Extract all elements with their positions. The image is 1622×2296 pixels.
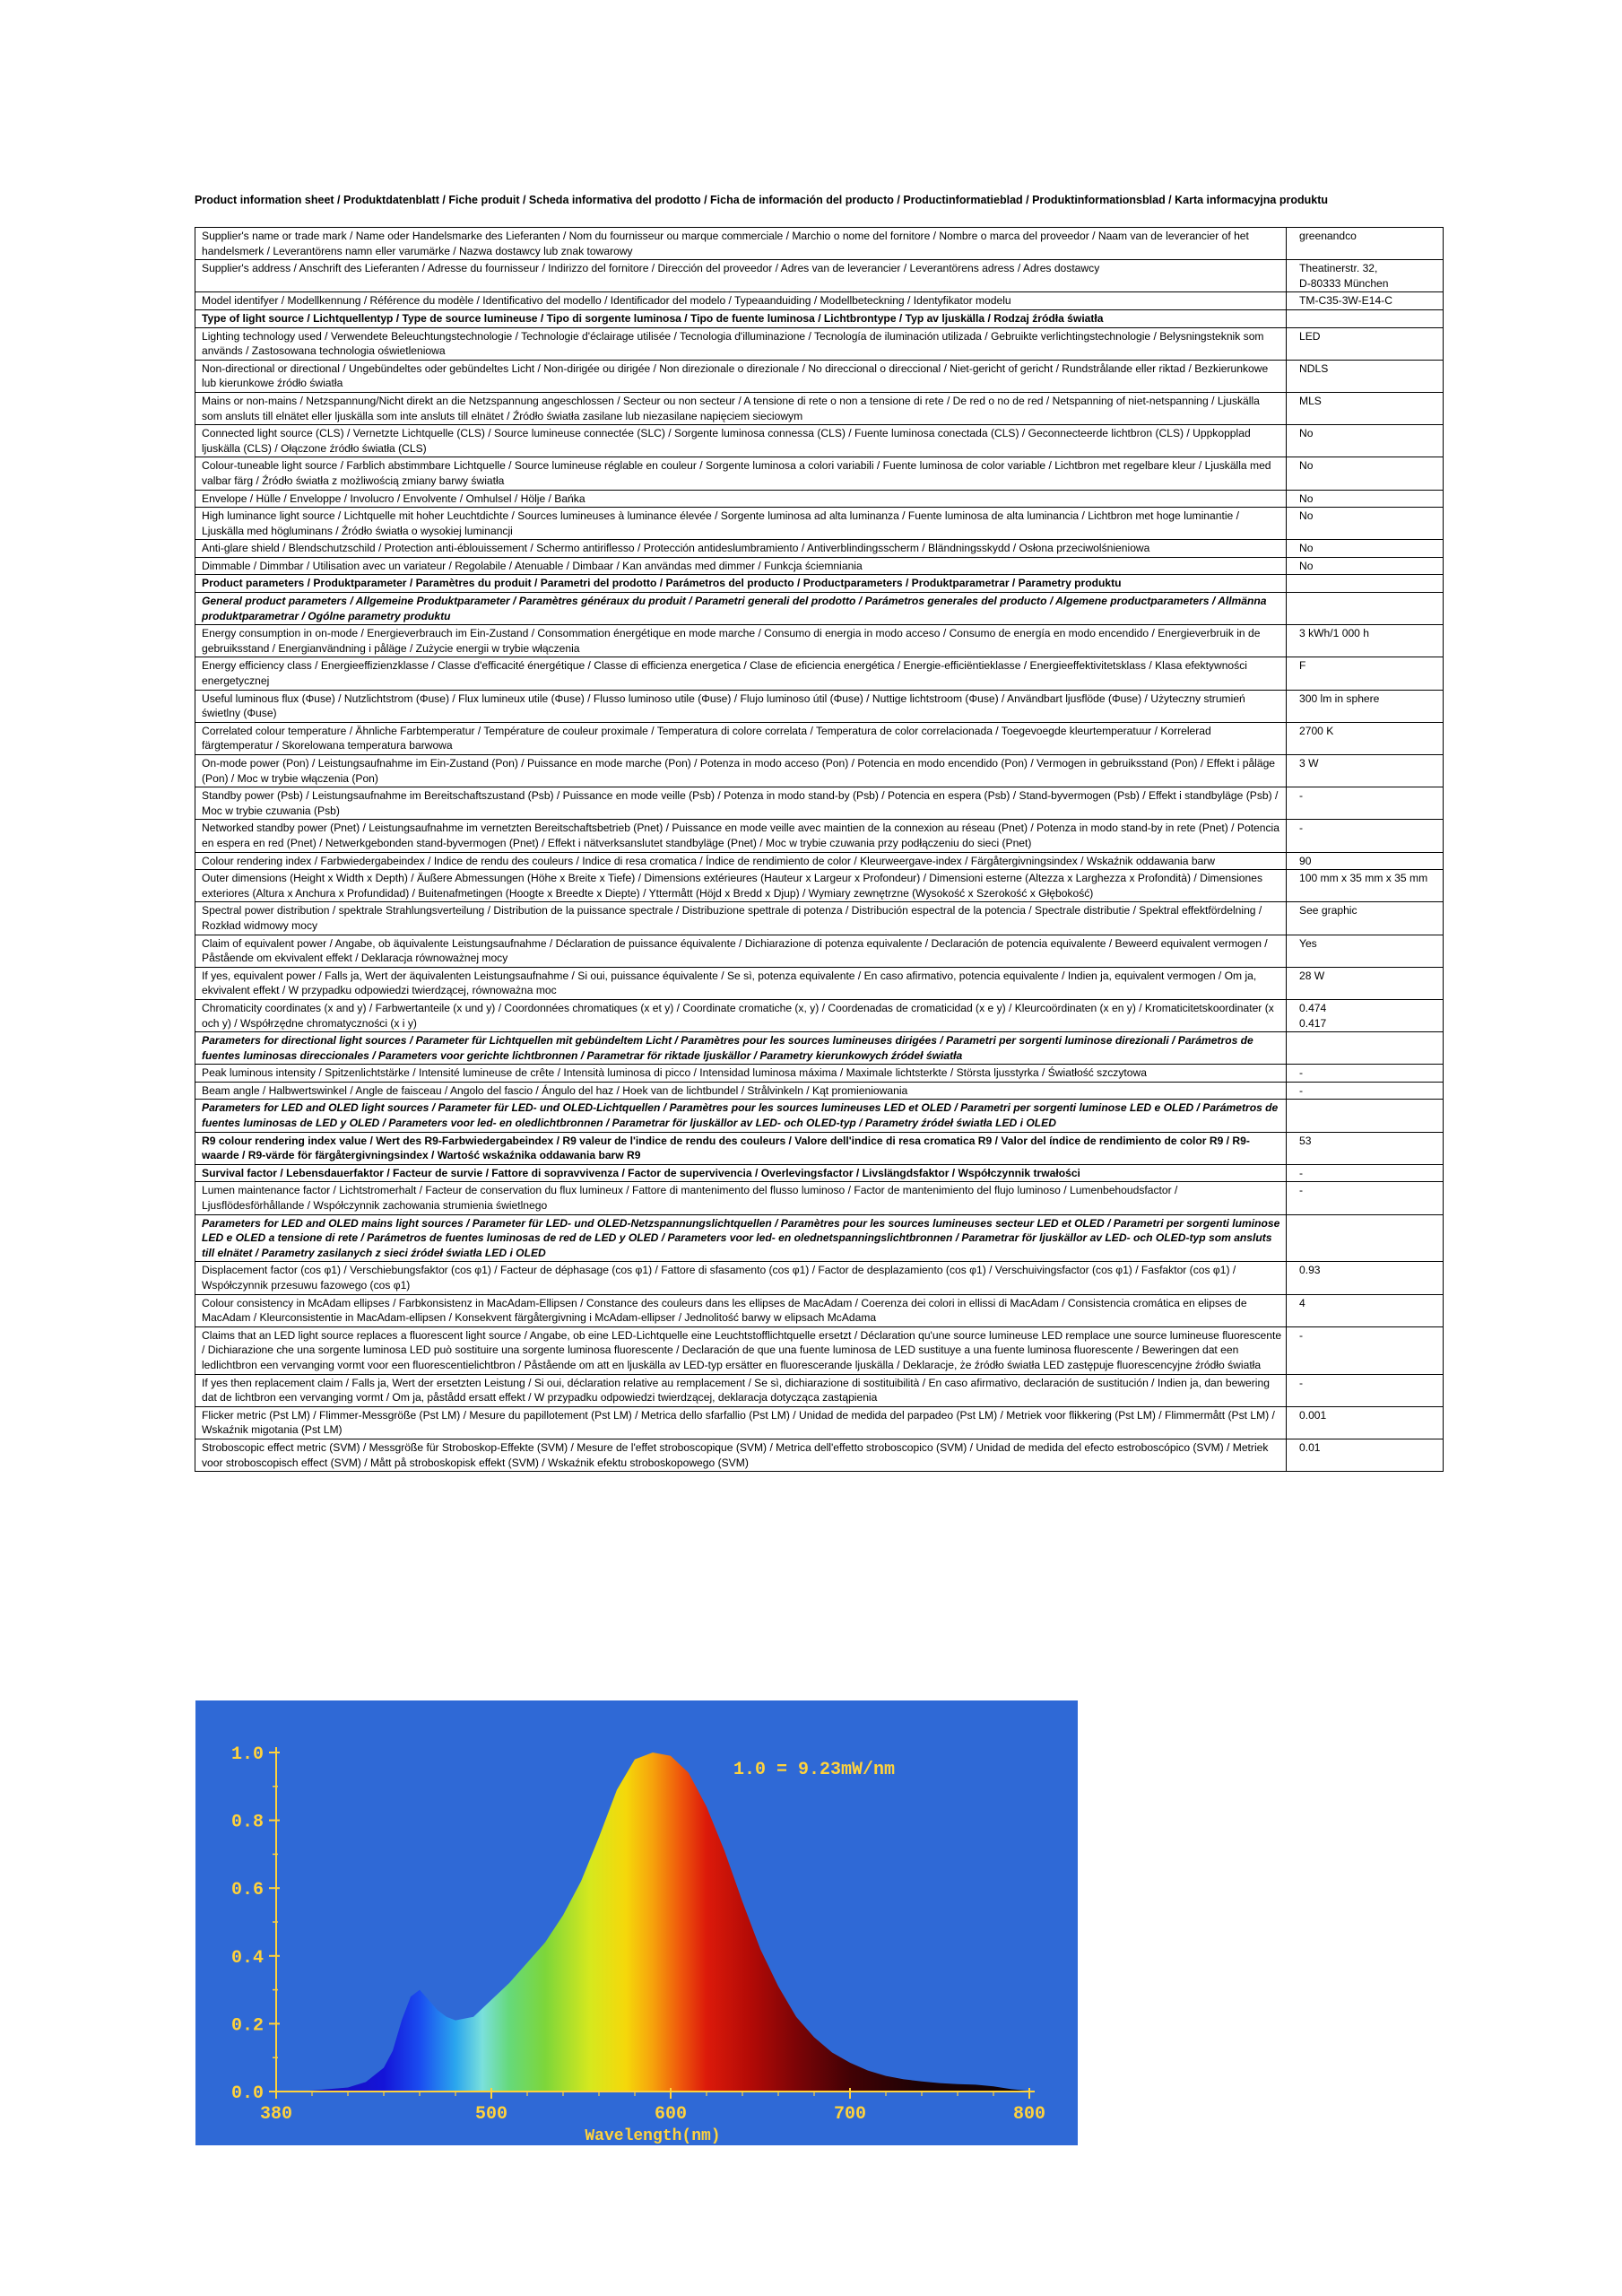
y-tick-label: 0.6	[230, 1880, 264, 1901]
row-label: Spectral power distribution / spektrale Strahlungsverteilung / Distribution de la puissance spectrale / Distribuzione spettrale di potenza / Distribución espectral de la potencia / Spectrale distributie / Spektral effektfördelning / Rozkład widmowy mocy	[195, 902, 1287, 935]
row-label: Non-directional or directional / Ungebündeltes oder gebündeltes Licht / Non-dirigée ou dirigée / Non direzionale o direzionale / No direccional o direccional / Niet-gericht of gericht / Rundstrålande eller riktad / Bezkierunkowe lub kierunkowe źródło światła	[195, 360, 1287, 392]
table-row	[195, 1214, 1444, 1262]
table-row	[195, 722, 1444, 754]
table-row	[195, 1082, 1444, 1100]
row-value-line: 0.417	[1299, 1016, 1327, 1030]
row-label: R9 colour rendering index value / Wert des R9-Farbwiedergabeindex / R9 valeur de l'indice de rendu des couleurs / Valore dell'indice di resa cromatica R9 / Valor del índice de rendimiento de color R9 / R9-waarde / R9-värde för färgåtergivningsindex / Wartość wskaźnika oddawania barw R9	[195, 1132, 1287, 1164]
table-row	[195, 1100, 1444, 1132]
row-label: Flicker metric (Pst LM) / Flimmer-Messgröße (Pst LM) / Mesure du papillotement (Pst LM) / Metrica dello sfarfallio (Pst LM) / Unidad de medida del parpadeo (Pst LM) / Metriek voor flikkering (Pst LM) / Flimmermått (Pst LM) / Wskaźnik migotania (Pst LM)	[195, 1406, 1287, 1439]
table-row	[195, 1406, 1444, 1439]
x-tick-label: 600	[654, 2104, 688, 2125]
table-row	[195, 935, 1444, 967]
row-value	[1287, 935, 1444, 967]
table-row	[195, 508, 1444, 540]
y-tick-label: 0.2	[230, 2015, 264, 2037]
spectral-distribution-chart	[195, 1700, 1078, 2145]
sheet-title: Product information sheet / Produktdatenblatt / Fiche produit / Scheda informativa del prodotto / Ficha de información del producto / Productinformatieblad / Produktinformationsblad / Karta informacyjna produktu	[195, 194, 1328, 206]
table-row	[195, 392, 1444, 424]
table-row	[195, 1262, 1444, 1294]
row-value-line: 2700 K	[1299, 724, 1334, 737]
row-value-line: 0.001	[1299, 1408, 1327, 1422]
row-value	[1287, 1132, 1444, 1164]
chart-title: 1.0 = 9.23mW/nm	[733, 1760, 896, 1780]
row-label: Displacement factor (cos φ1) / Verschiebungsfaktor (cos φ1) / Facteur de déphasage (cos φ1) / Fattore di sfasamento (cos φ1) / Factor de desplazamiento (cos φ1) / Verschuivingsfactor (cos φ1) / Fasfaktor (cos φ1) / Współczynnik przesuwu fazowego (cos φ1)	[195, 1262, 1287, 1294]
row-label: Energy consumption in on-mode / Energieverbrauch im Ein-Zustand / Consommation énergétique en mode marche / Consumo di energia in modo acceso / Consumo de energía en modo encendido / Energieverbruik in de gebruiksstand / Energianvändning i påläge / Zużycie energii w trybie włączenia	[195, 625, 1287, 657]
row-label: Supplier's address / Anschrift des Lieferanten / Adresse du fournisseur / Indirizzo del fornitore / Dirección del proveedor / Adres van de leverancier / Leverantörens adress / Adres dostawcy	[195, 260, 1287, 292]
table-row	[195, 228, 1444, 260]
table-row	[195, 575, 1444, 593]
row-value-line: No	[1299, 542, 1314, 555]
table-row	[195, 1065, 1444, 1083]
row-label: Colour rendering index / Farbwiedergabeindex / Indice de rendu des couleurs / Indice di resa cromatica / Índice de rendimiento de color / Kleurweergave-index / Färgåtergivningsindex / Wskaźnik oddawania barw	[195, 852, 1287, 870]
row-value-line: 53	[1299, 1134, 1312, 1147]
row-value	[1287, 755, 1444, 787]
row-label: Colour-tuneable light source / Farblich abstimmbare Lichtquelle / Source lumineuse réglable en couleur / Sorgente luminosa a colori variabili / Fuente luminosa de color variable / Lichtbron met regelbare kleur / Ljuskälla med valbar färg / Źródło światła z możliwością zmiany barwy światła	[195, 457, 1287, 490]
row-value-line: -	[1299, 789, 1304, 803]
row-value-line: No	[1299, 427, 1314, 440]
row-value	[1287, 722, 1444, 754]
row-value-line: 0.474	[1299, 1001, 1327, 1014]
row-label: Beam angle / Halbwertswinkel / Angle de faisceau / Angolo del fascio / Ángulo del haz / Hoek van de lichtbundel / Strålvinkeln / Kąt promieniowania	[195, 1082, 1287, 1100]
row-label: Stroboscopic effect metric (SVM) / Messgröße für Stroboskop-Effekte (SVM) / Mesure de l'effet stroboscopique (SVM) / Metrica dell'effetto stroboscopico (SVM) / Unidad de medida del efecto estroboscópico (SVM) / Metriek voor stroboscopisch effect (SVM) / Mått på stroboskopisk effekt (SVM) / Wskaźnik efektu stroboskopowego (SVM)	[195, 1439, 1287, 1471]
x-tick-label: 500	[474, 2104, 508, 2125]
row-label: If yes then replacement claim / Falls ja, Wert der ersetzten Leistung / Si oui, déclaration relative au remplacement / Se sì, dichiarazione di sostituibilità / En caso afirmativo, declaración de sustitución / Indien ja, dan bewering dat de lichtbron een vervanging vormt / Om ja, påstådd ersatt effekt / W przypadku odpowiedzi twierdzącej, deklaracja dotycząca zastąpienia	[195, 1374, 1287, 1406]
row-value	[1287, 1326, 1444, 1374]
y-tick-label: 1.0	[230, 1744, 264, 1765]
row-value-line: -	[1299, 1066, 1304, 1080]
row-value	[1287, 575, 1444, 593]
row-value	[1287, 309, 1444, 327]
row-label: Claim of equivalent power / Angabe, ob äquivalente Leistungsaufnahme / Déclaration de puissance équivalente / Dichiarazione di potenza equivalente / Declaración de potencia equivalente / Beweerd equivalent vermogen / Påstående om ekvivalent effekt / Deklaracja równoważnej mocy	[195, 935, 1287, 967]
row-value	[1287, 902, 1444, 935]
table-row	[195, 787, 1444, 820]
row-value-line: No	[1299, 559, 1314, 572]
row-value	[1287, 999, 1444, 1031]
row-value	[1287, 1065, 1444, 1083]
table-row	[195, 690, 1444, 722]
row-label: Product parameters / Produktparameter / Paramètres du produit / Parametri del prodotto / Parámetros del producto / Productparameters / Produktparametrar / Parametry produktu	[195, 575, 1287, 593]
row-label: Parameters for directional light sources / Parameter für Lichtquellen mit gebündeltem Licht / Paramètres pour les sources lumineuses dirigées / Parametri per sorgenti luminose direzionali / Parámetros de fuentes luminosas direccionales / Parameters voor gerichte lichtbronnen / Parametrar för riktade ljuskällor / Parametry kierunkowych źródeł światła	[195, 1032, 1287, 1065]
table-row	[195, 1132, 1444, 1164]
row-value	[1287, 1032, 1444, 1065]
row-label: Correlated colour temperature / Ähnliche Farbtemperatur / Température de couleur proximale / Temperatura di colore correlata / Temperatura de color correlacionada / Toegevoegde kleurtemperatuur / Korrelerad färgtemperatur / Skorelowana temperatura barwowa	[195, 722, 1287, 754]
table-row	[195, 425, 1444, 457]
row-value-line: NDLS	[1299, 361, 1329, 375]
row-value-line: TM-C35-3W-E14-C	[1299, 294, 1392, 308]
row-label: Dimmable / Dimmbar / Utilisation avec un variateur / Regolabile / Atenuable / Dimbaar / Kan användas med dimmer / Funkcja ściemniania	[195, 557, 1287, 575]
table-row	[195, 327, 1444, 360]
row-value-line: 4	[1299, 1296, 1305, 1309]
table-row	[195, 593, 1444, 625]
row-value	[1287, 1082, 1444, 1100]
row-label: High luminance light source / Lichtquelle mit hoher Leuchtdichte / Sources lumineuses à luminance élevée / Sorgente luminosa ad alta luminanza / Fuente luminosa de alta luminancia / Lichtbron met hoge luminantie / Ljuskälla med högluminans / Źródło światła o wysokiej luminancji	[195, 508, 1287, 540]
row-value	[1287, 360, 1444, 392]
row-label: Connected light source (CLS) / Vernetzte Lichtquelle (CLS) / Source lumineuse connectée (SLC) / Sorgente luminosa connessa (CLS) / Fuente luminosa conectada (CLS) / Geconnecteerde lichtbron (CLS) / Uppkopplad ljuskälla (CLS) / Ołączone źródło światła (CLS)	[195, 425, 1287, 457]
row-value-line: D-80333 München	[1299, 276, 1389, 290]
table-row	[195, 260, 1444, 292]
row-value	[1287, 690, 1444, 722]
x-tick-label: 380	[259, 2104, 293, 2125]
row-value	[1287, 1406, 1444, 1439]
x-axis-label: Wavelength(nm)	[585, 2127, 721, 2145]
row-value	[1287, 870, 1444, 902]
table-row	[195, 540, 1444, 558]
row-value-line: See graphic	[1299, 904, 1357, 918]
row-value	[1287, 820, 1444, 852]
table-row	[195, 1164, 1444, 1182]
row-value-line: F	[1299, 659, 1306, 673]
spec-table	[195, 227, 1444, 1472]
row-value-line: Yes	[1299, 936, 1317, 950]
row-value	[1287, 657, 1444, 690]
row-value	[1287, 787, 1444, 820]
table-row	[195, 457, 1444, 490]
row-value-line: 3 W	[1299, 757, 1319, 770]
row-label: Colour consistency in McAdam ellipses / Farbkonsistenz in MacAdam-Ellipsen / Constance des couleurs dans les ellipses de MacAdam / Coerenza dei colori in ellissi di MacAdam / Consistencia cromática en elipses de MacAdam / Kleurconsistentie in MacAdam-ellipsen / Konsekvent färgåtergivning i McAdam-ellipser / Jednolitość barwy w elipsach McAdama	[195, 1294, 1287, 1326]
row-value	[1287, 625, 1444, 657]
row-value	[1287, 508, 1444, 540]
row-value-line: -	[1299, 1184, 1304, 1197]
row-label: Mains or non-mains / Netzspannung/Nicht direkt an die Netzspannung angeschlossen / Secteur ou non secteur / A tensione di rete o non a tensione di rete / De red o no de red / Netspanning of niet-netspanning / Ljuskälla som ansluts till elnätet eller ljuskälla som inte ansluts till elnätet / Źródło światła zasilane lub niezasilane napięciem sieciowym	[195, 392, 1287, 424]
row-label: General product parameters / Allgemeine Produktparameter / Paramètres généraux du produit / Parametri generali del prodotto / Parámetros generales del producto / Algemene productparameters / Allmänna produktparametrar / Ogólne parametry produktu	[195, 593, 1287, 625]
table-row	[195, 999, 1444, 1031]
row-value-line: No	[1299, 459, 1314, 473]
row-label: Parameters for LED and OLED mains light sources / Parameter für LED- und OLED-Netzspannungslichtquellen / Paramètres pour les sources lumineuses secteur LED et OLED / Parametri per sorgenti luminose LED e OLED a tensione di rete / Parámetros de fuentes luminosas de red de LED y OLED / Parameters voor led- en olednetspanningslichtbronnen / Parametrar för ljuskällor av LED- och OLED-typ som ansluts till elnätet / Parametry zasilanych z sieci źródeł światła LED i OLED	[195, 1214, 1287, 1262]
row-value	[1287, 1294, 1444, 1326]
table-row	[195, 820, 1444, 852]
row-label: Envelope / Hülle / Enveloppe / Involucro / Envolvente / Omhulsel / Hölje / Bańka	[195, 490, 1287, 508]
row-value-line: Theatinerstr. 32,	[1299, 262, 1378, 275]
row-value-line: 3 kWh/1 000 h	[1299, 627, 1369, 640]
row-value-line: 0.93	[1299, 1264, 1321, 1277]
row-value	[1287, 1262, 1444, 1294]
table-row	[195, 1294, 1444, 1326]
row-value	[1287, 540, 1444, 558]
table-row	[195, 870, 1444, 902]
row-value-line: -	[1299, 1328, 1304, 1342]
row-value-line: greenandco	[1299, 230, 1357, 242]
table-row	[195, 852, 1444, 870]
y-tick-label: 0.0	[230, 2083, 264, 2104]
table-row	[195, 557, 1444, 575]
row-value-line: 0.01	[1299, 1440, 1321, 1454]
row-label: Networked standby power (Pnet) / Leistungsaufnahme im vernetzten Bereitschaftsbetrieb (Pnet) / Puissance en mode veille avec maintien de la connexion au réseau (Pnet) / Potenza in modo stand-by in rete (Pnet) / Potencia en espera en red (Pnet) / Netwerkgebonden stand-byvermogen (Pnet) / Effekt i nätverksanslutet standbyläge (Pnet) / Moc w trybie czuwania przy podłączeniu do sieci (Pnet)	[195, 820, 1287, 852]
row-value	[1287, 1182, 1444, 1214]
row-value	[1287, 1214, 1444, 1262]
row-label: On-mode power (Pon) / Leistungsaufnahme im Ein-Zustand (Pon) / Puissance en mode marche (Pon) / Potenza in modo acceso (Pon) / Potencia en modo encendido (Pon) / Vermogen in gebruiksstand (Pon) / Effekt i påläge (Pon) / Moc w trybie włączenia (Pon)	[195, 755, 1287, 787]
table-row	[195, 292, 1444, 310]
table-row	[195, 309, 1444, 327]
row-label: Chromaticity coordinates (x and y) / Farbwertanteile (x und y) / Coordonnées chromatiques (x et y) / Coordinate cromatiche (x, y) / Coordenadas de cromaticidad (x e y) / Kleurcoördinaten (x en y) / Kromaticitetskoordinater (x och y) / Współrzędne chromatyczności (x i y)	[195, 999, 1287, 1031]
row-value-line: 300 lm in sphere	[1299, 691, 1380, 705]
row-value-line: 90	[1299, 854, 1312, 867]
table-row	[195, 490, 1444, 508]
table-row	[195, 1374, 1444, 1406]
table-row	[195, 657, 1444, 690]
row-value	[1287, 292, 1444, 310]
row-label: Type of light source / Lichtquellentyp / Type de source lumineuse / Tipo di sorgente luminosa / Tipo de fuente luminosa / Lichtbrontype / Typ av ljuskälla / Rodzaj źródła światła	[195, 309, 1287, 327]
spec-table-body	[195, 228, 1444, 1472]
row-value-line: MLS	[1299, 394, 1322, 407]
row-label: Claims that an LED light source replaces a fluorescent light source / Angabe, ob eine LED-Lichtquelle eine Leuchtstofflichtquelle ersetzt / Déclaration qu'une source lumineuse LED remplace une source lumineuse fluorescente / Dichiarazione che una sorgente luminosa LED può sostituire una sorgente luminosa fluorescente / Declaración de que una fuente luminosa de LED sustituye a una fuente luminosa fluorescente / Beweringen dat een ledlichtbron een vervanging vormt voor een fluorescentielichtbron / Påstående om att en ljuskälla av LED-typ ersätter en fluorescerande ljuskälla / Deklaracje, że źródło światła LED zastępuje fluorescencyjne źródło światła	[195, 1326, 1287, 1374]
table-row	[195, 625, 1444, 657]
row-value	[1287, 327, 1444, 360]
row-value-line: No	[1299, 509, 1314, 523]
table-row	[195, 902, 1444, 935]
row-value	[1287, 852, 1444, 870]
row-label: Anti-glare shield / Blendschutzschild / Protection anti-éblouissement / Schermo antiriflesso / Protección antideslumbramiento / Antiverblindingsscherm / Bländningsskydd / Osłona przeciwolśnieniowa	[195, 540, 1287, 558]
row-value-line: -	[1299, 1166, 1304, 1179]
row-label: Survival factor / Lebensdauerfaktor / Facteur de survie / Fattore di sopravvivenza / Factor de supervivencia / Overlevingsfactor / Livslängdsfaktor / Współczynnik trwałości	[195, 1164, 1287, 1182]
row-value	[1287, 1439, 1444, 1471]
row-label: Standby power (Psb) / Leistungsaufnahme im Bereitschaftszustand (Psb) / Puissance en mode veille (Psb) / Potenza in modo stand-by (Psb) / Potencia en espera (Psb) / Stand-byvermogen (Psb) / Effekt i standbyläge (Psb) / Moc w trybie czuwania (Psb)	[195, 787, 1287, 820]
row-value	[1287, 557, 1444, 575]
row-value	[1287, 392, 1444, 424]
row-value	[1287, 228, 1444, 260]
row-label: Supplier's name or trade mark / Name oder Handelsmarke des Lieferanten / Nom du fournisseur ou marque commerciale / Marchio o nome del fornitore / Nombre o marca del proveedor / Naam van de leverancier of het handelsmerk / Leverantörens namn eller varumärke / Nazwa dostawcy lub znak towarowy	[195, 228, 1287, 260]
row-value-line: -	[1299, 1376, 1304, 1389]
table-row	[195, 360, 1444, 392]
row-label: Parameters for LED and OLED light sources / Parameter für LED- und OLED-Lichtquellen / Paramètres pour les sources lumineuses LED et OLED / Parametri per sorgenti luminose LED e OLED / Parámetros de fuentes luminosas de LED y OLED / Parameters voor led- en oledlichtbronnen / Parametrar för ljuskällor av LED- och OLED-typ / Parametry źródeł światła LED i OLED	[195, 1100, 1287, 1132]
x-tick-label: 800	[1012, 2104, 1046, 2125]
row-value-line: No	[1299, 491, 1314, 505]
row-label: Outer dimensions (Height x Width x Depth) / Äußere Abmessungen (Höhe x Breite x Tiefe) / Dimensions extérieures (Hauteur x Largeur x Profondeur) / Dimensioni esterne (Altezza x Larghezza x Profondità) / Dimensiones exteriores (Altura x Anchura x Profundidad) / Buitenafmetingen (Hoogte x Breedte x Diepte) / Yttermått (Höjd x Bredd x Djup) / Wymiary zewnętrzne (Wysokość x Szerokość x Głębokość)	[195, 870, 1287, 902]
row-value-line: LED	[1299, 329, 1321, 343]
row-label: If yes, equivalent power / Falls ja, Wert der äquivalenten Leistungsaufnahme / Si oui, puissance équivalente / Se sì, potenza equivalente / En caso afirmativo, potencia equivalente / Indien ja, equivalent vermogen / Om ja, ekvivalent effekt / W przypadku odpowiedzi twierdzącej, równoważna moc	[195, 967, 1287, 999]
row-value	[1287, 593, 1444, 625]
row-value-line: 28 W	[1299, 969, 1325, 982]
row-label: Useful luminous flux (Φuse) / Nutzlichtstrom (Φuse) / Flux lumineux utile (Φuse) / Flusso luminoso utile (Φuse) / Flujo luminoso útil (Φuse) / Nuttige lichtstroom (Φuse) / Användbart ljusflöde (Φuse) / Użyteczny strumień świetlny (Φuse)	[195, 690, 1287, 722]
row-value-line: 100 mm x 35 mm x 35 mm	[1299, 872, 1428, 885]
table-row	[195, 1032, 1444, 1065]
y-tick-label: 0.8	[230, 1812, 264, 1833]
table-row	[195, 1182, 1444, 1214]
row-value	[1287, 425, 1444, 457]
row-value	[1287, 457, 1444, 490]
row-value	[1287, 1374, 1444, 1406]
table-row	[195, 755, 1444, 787]
row-label: Model identifyer / Modellkennung / Référence du modèle / Identificativo del modello / Identificador del modelo / Typeaanduiding / Modellbeteckning / Identyfikator modelu	[195, 292, 1287, 310]
row-label: Energy efficiency class / Energieeffizienzklasse / Classe d'efficacité énergétique / Classe di efficienza energetica / Clase de eficiencia energética / Energie-efficiëntieklasse / Energieeffektivitetsklass / Klasa efektywności energetycznej	[195, 657, 1287, 690]
row-value	[1287, 260, 1444, 292]
row-value	[1287, 490, 1444, 508]
row-value-line: -	[1299, 822, 1304, 835]
row-value-line: -	[1299, 1083, 1304, 1097]
row-value	[1287, 1164, 1444, 1182]
row-value	[1287, 1100, 1444, 1132]
row-label: Lighting technology used / Verwendete Beleuchtungstechnologie / Technologie d'éclairage utilisée / Tecnologia d'illuminazione / Tecnología de iluminación utilizada / Gebruikte verlichtingstechnologie / Belysningsteknik som används / Zastosowana technologia oświetleniowa	[195, 327, 1287, 360]
row-value	[1287, 967, 1444, 999]
x-tick-label: 700	[833, 2104, 867, 2125]
row-label: Peak luminous intensity / Spitzenlichtstärke / Intensité lumineuse de crête / Intensità luminosa di picco / Intensidad luminosa máxima / Maximale lichtsterkte / Största ljusstyrka / Światłość szczytowa	[195, 1065, 1287, 1083]
table-row	[195, 1326, 1444, 1374]
table-row	[195, 1439, 1444, 1471]
row-label: Lumen maintenance factor / Lichtstromerhalt / Facteur de conservation du flux lumineux / Fattore di mantenimento del flusso luminoso / Factor de mantenimiento del flujo luminoso / Lumenbehoudsfactor / Ljusflödesförhållande / Współczynnik zachowania strumienia świetlnego	[195, 1182, 1287, 1214]
y-tick-label: 0.4	[230, 1947, 264, 1969]
table-row	[195, 967, 1444, 999]
